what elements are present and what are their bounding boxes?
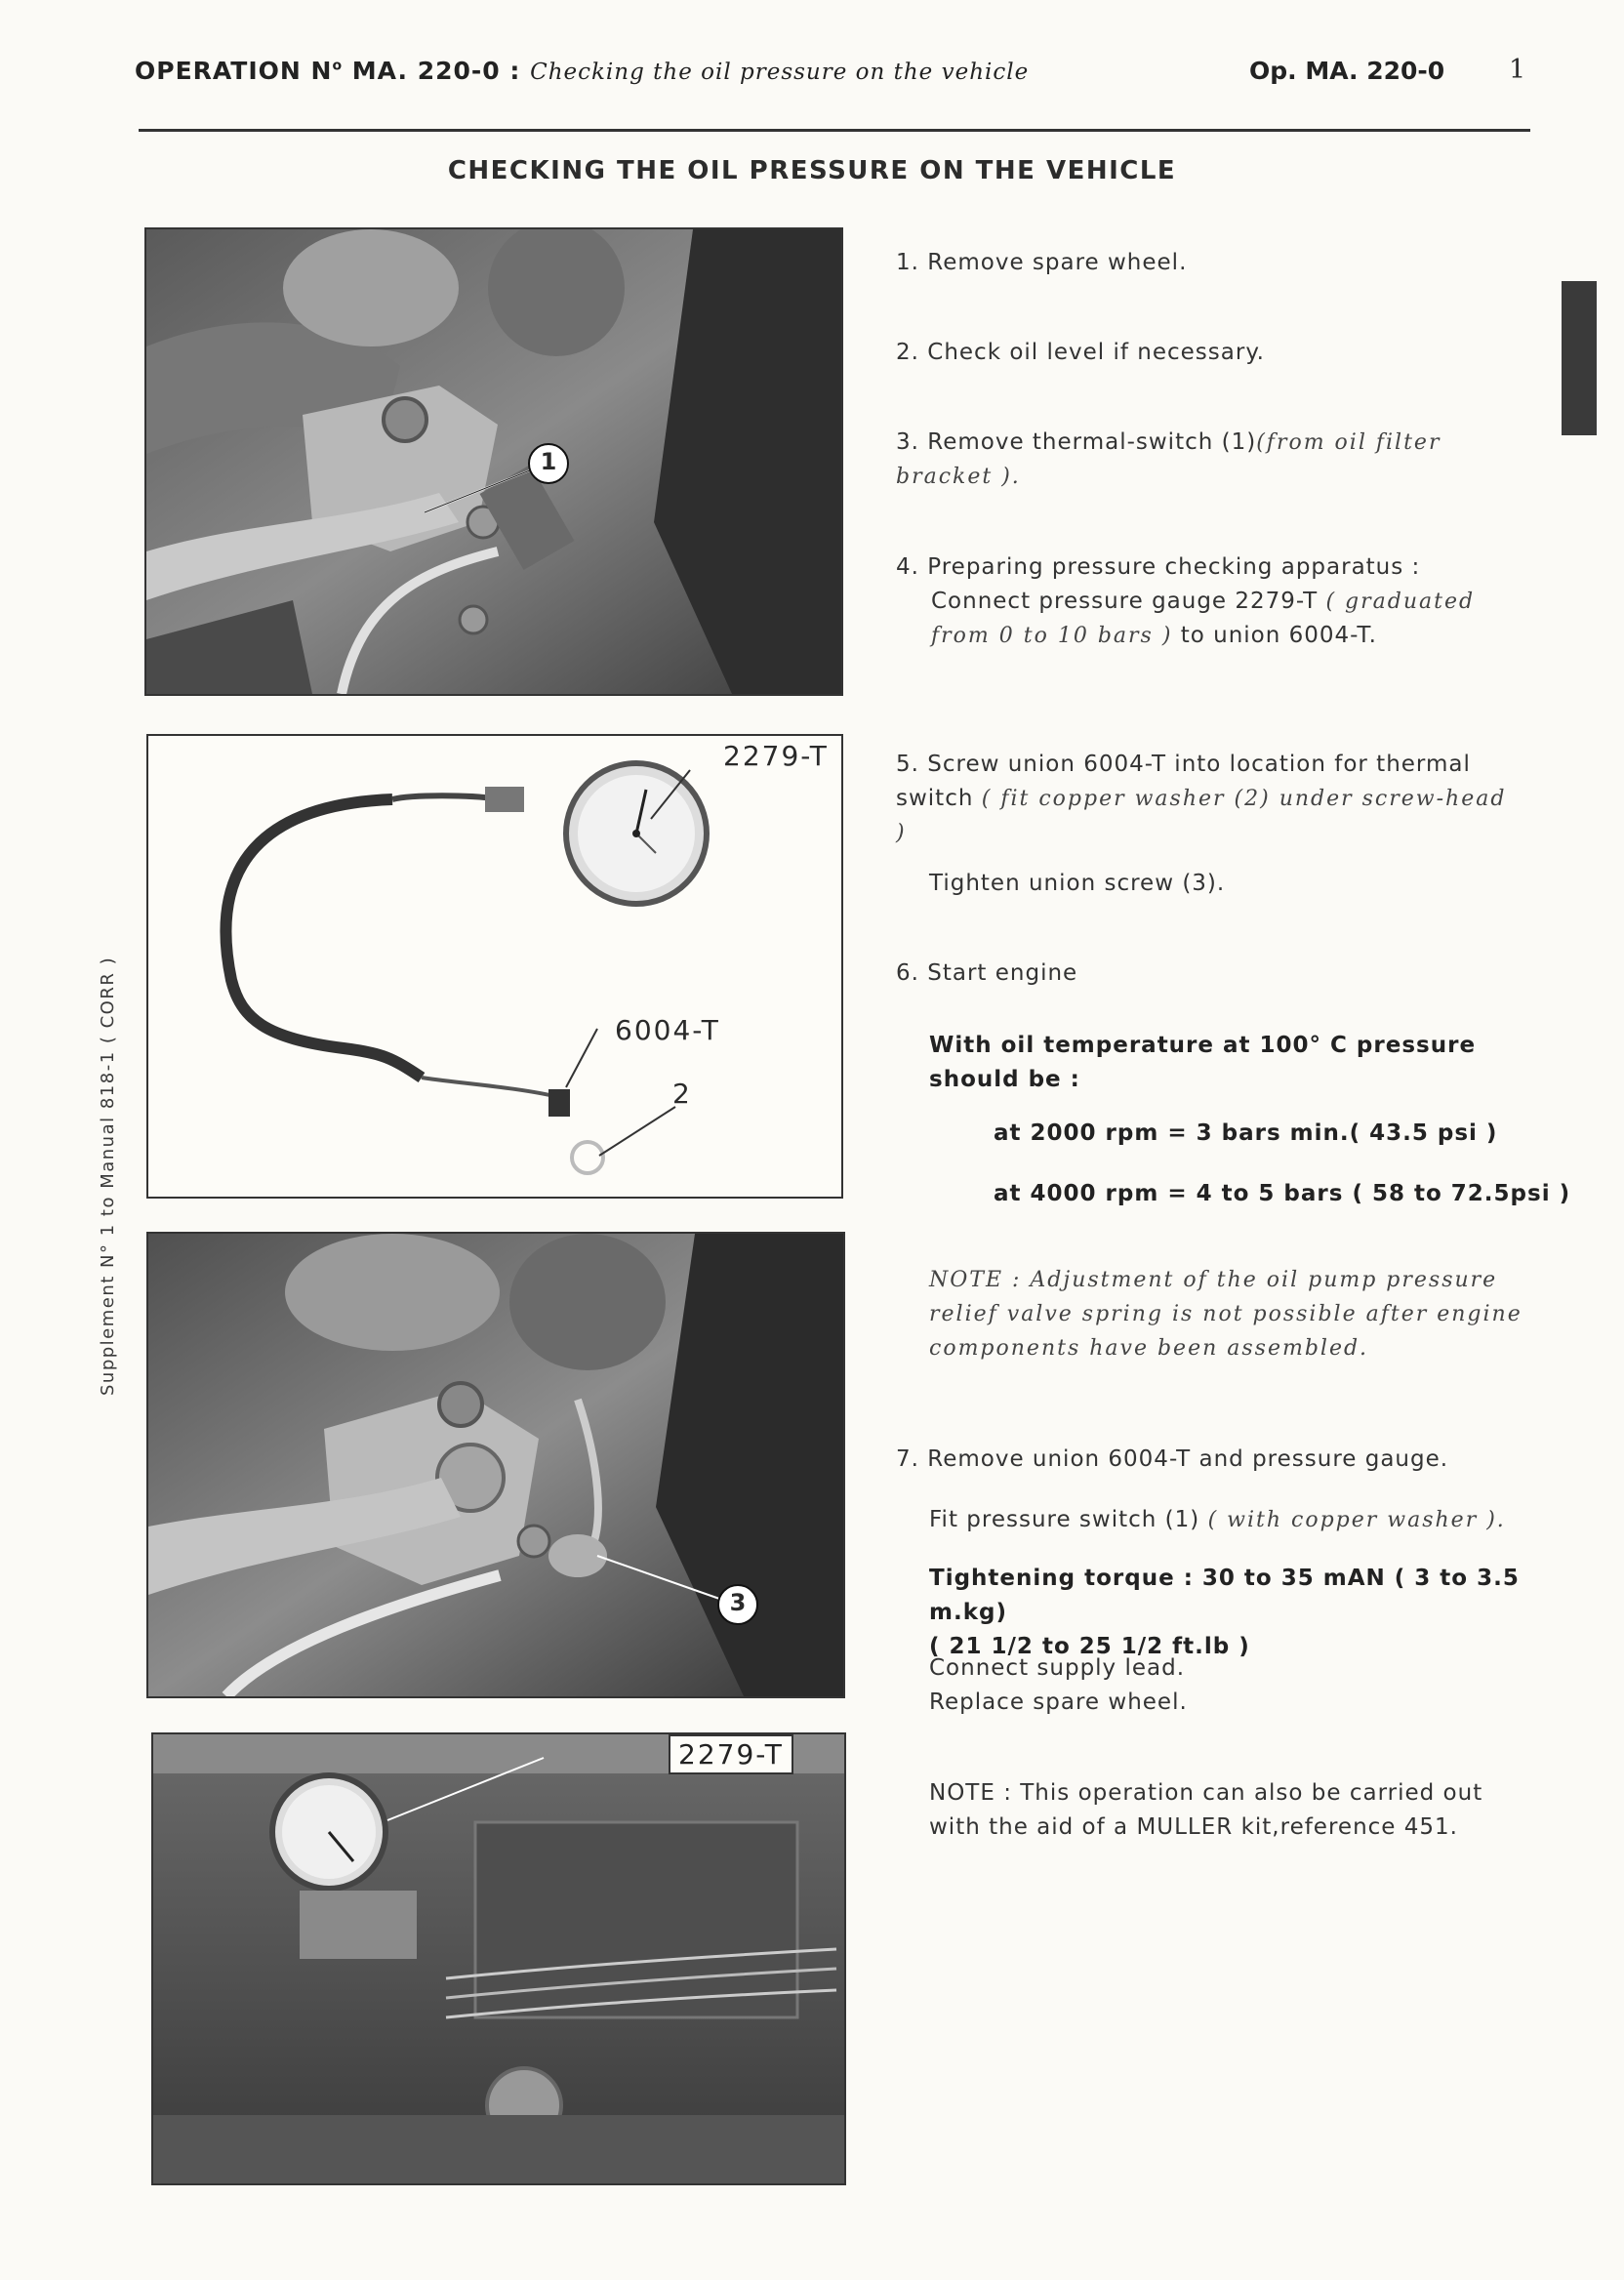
header-rule <box>139 129 1530 132</box>
photo-gauge-apparatus <box>146 734 843 1199</box>
spec-2000rpm: at 2000 rpm = 3 bars min.( 43.5 psi ) <box>994 1120 1498 1146</box>
step-3 <box>896 426 1521 494</box>
step-7-fit-text: Fit pressure switch (1) <box>929 1507 1200 1532</box>
photo-union-installed <box>146 1232 845 1698</box>
replace-spare-wheel: Replace spare wheel. <box>929 1690 1188 1715</box>
connect-supply-lead: Connect supply lead. <box>929 1655 1186 1681</box>
section-tab-marker <box>1562 281 1597 435</box>
step-7-fit <box>929 1503 1524 1537</box>
step-3-detail: (from oil filter bracket ). <box>896 430 1441 489</box>
page-title: CHECKING THE OIL PRESSURE ON THE VEHICLE <box>447 156 1177 185</box>
operation-degree: o <box>332 58 344 74</box>
step-4 <box>896 550 1521 653</box>
spec-4000rpm: at 4000 rpm = 4 to 5 bars ( 58 to 72.5psi ) <box>994 1181 1571 1206</box>
step-5-detail: ( fit copper washer (2) under screw-head ) <box>896 787 1507 845</box>
step-5-text: 5. Screw union 6004-T into location for thermal switch <box>896 752 1471 811</box>
step-7-finish <box>929 1651 1524 1720</box>
label-washer-2: 2 <box>672 1078 690 1110</box>
step-6-condition: With oil temperature at 100° C pressure should be : <box>929 1033 1477 1092</box>
callout-1: 1 <box>540 448 557 475</box>
step-7: 7. Remove union 6004-T and pressure gauge. <box>896 1446 1449 1472</box>
step-7-washer: ( with copper washer ). <box>1207 1508 1506 1532</box>
operation-number: MA. 220-0 <box>343 57 501 85</box>
callout-3: 3 <box>729 1589 747 1616</box>
operation-title: Checking the oil pressure on the vehicle <box>530 60 1030 85</box>
operation-separator: : <box>509 57 521 85</box>
step-6: 6. Start engine <box>896 960 1078 986</box>
step-5-tighten: Tighten union screw (3). <box>929 871 1226 896</box>
step-4-heading: 4. Preparing pressure checking apparatus : <box>896 554 1421 580</box>
step-5 <box>896 748 1521 850</box>
supplement-margin-note: Supplement N° 1 to Manual 818-1 ( CORR ) <box>98 956 118 1396</box>
step-4-connect: Connect pressure gauge 2279-T <box>931 589 1319 614</box>
step-2: 2. Check oil level if necessary. <box>896 340 1265 365</box>
label-union-6004t: 6004-T <box>615 1014 720 1046</box>
torque-metric: Tightening torque : 30 to 35 mAN ( 3 to 3.5 m.kg) <box>929 1566 1520 1625</box>
torque-imperial: ( 21 1/2 to 25 1/2 ft.lb ) <box>929 1634 1250 1659</box>
operation-header <box>135 57 1029 85</box>
page-number: 1 <box>1509 55 1526 85</box>
step-4-union: to union 6004-T. <box>1180 623 1377 648</box>
photo-thermal-switch <box>144 227 843 696</box>
step-4-instruction <box>896 585 1521 653</box>
note-muller-kit: NOTE : This operation can also be carried out with the aid of a MULLER kit,reference 451. <box>929 1780 1483 1840</box>
operation-reference: Op. MA. 220-0 <box>1249 57 1445 85</box>
label-gauge-2279t: 2279-T <box>719 740 832 772</box>
tightening-torque <box>929 1562 1534 1664</box>
note-relief-valve: NOTE : Adjustment of the oil pump pressure relief valve spring is not possible after engine components have been assembled. <box>929 1268 1522 1361</box>
step-4-graduation: ( graduated from 0 to 10 bars ) <box>931 590 1476 648</box>
label-gauge-2279t-installed: 2279-T <box>669 1734 793 1774</box>
operation-label: OPERATION N <box>135 57 333 85</box>
step-1: 1. Remove spare wheel. <box>896 250 1188 275</box>
photo-gauge-on-engine <box>151 1732 846 2185</box>
step-3-text: 3. Remove thermal-switch (1) <box>896 429 1257 455</box>
